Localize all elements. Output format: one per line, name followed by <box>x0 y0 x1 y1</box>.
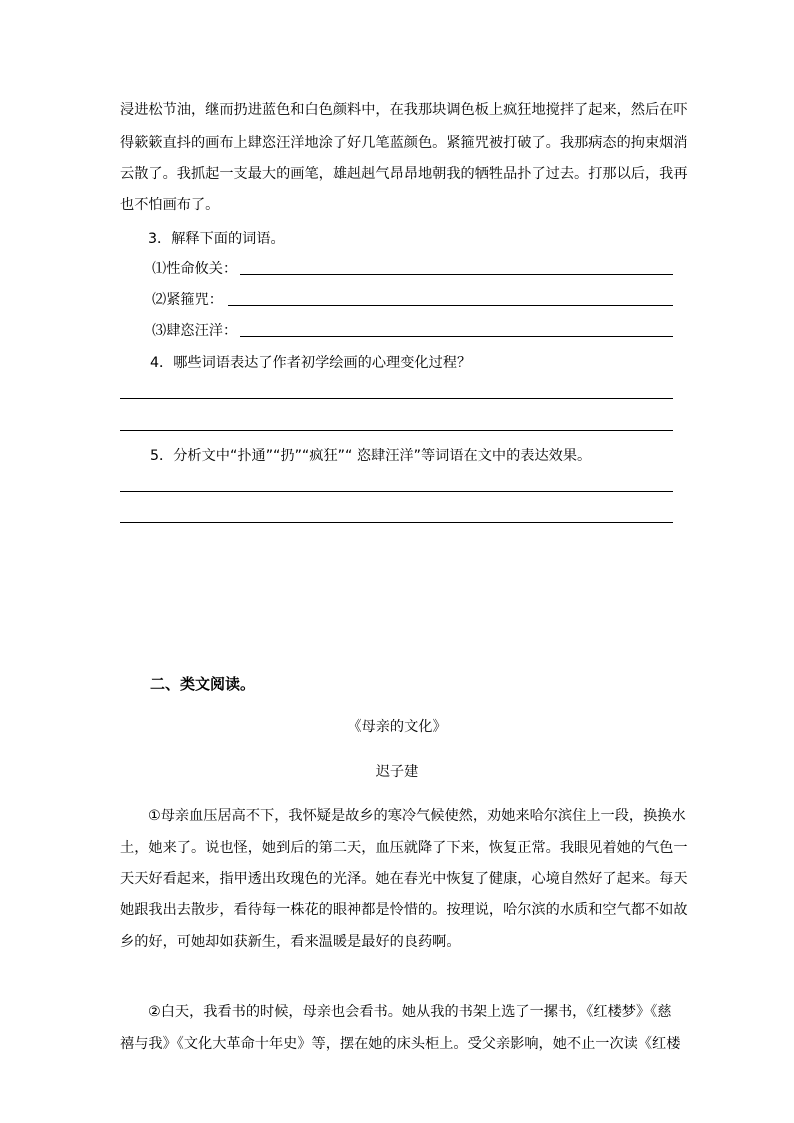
article-title: 《母亲的文化》 <box>347 719 447 735</box>
question-4-answer-line-2[interactable] <box>120 430 673 431</box>
paragraph-2-line-2: 禧与我》《文化大革命十年史》等，摆在她的床头柜上。受父亲影响，她不止一次读《红楼 <box>120 1036 681 1052</box>
question-3-item-2-answer-line[interactable] <box>228 305 673 306</box>
question-3-item-1-label: ⑴性命攸关： <box>152 261 238 277</box>
passage-line-2: 得簌簌直抖的画布上肆恣汪洋地涂了好几笔蓝颜色。紧箍咒被打破了。我那病态的拘束烟消 <box>120 135 688 151</box>
paragraph-1-line-3: 天天好看起来，指甲透出玫瑰色的光泽。她在春光中恢复了健康，心境自然好了起来。每天 <box>120 871 688 887</box>
paragraph-1-line-1: ①母亲血压居高不下，我怀疑是故乡的寒冷气候使然，劝她来哈尔滨住上一段，换换水 <box>148 808 686 824</box>
question-3-item-3-answer-line[interactable] <box>240 336 673 337</box>
section-2-heading: 二、类文阅读。 <box>150 675 256 693</box>
question-4-answer-line-1[interactable] <box>120 398 673 399</box>
passage-line-4: 也不怕画布了。 <box>120 197 220 213</box>
passage-line-1: 浸进松节油，继而扔进蓝色和白色颜料中，在我那块调色板上疯狂地搅拌了起来，然后在吓 <box>120 102 688 118</box>
question-4-prompt: 4．哪些词语表达了作者初学绘画的心理变化过程？ <box>150 355 472 371</box>
question-3-prompt: 3．解释下面的词语。 <box>148 231 285 247</box>
paragraph-1-line-5: 乡的好，可她却如获新生，看来温暖是最好的良药啊。 <box>120 934 461 950</box>
question-3-item-1-answer-line[interactable] <box>240 274 673 275</box>
article-author: 迟子建 <box>375 764 419 780</box>
question-3-item-2-label: ⑵紧箍咒： <box>152 292 223 308</box>
question-3-item-3-label: ⑶肆恣汪洋： <box>152 323 238 339</box>
question-5-answer-line-2[interactable] <box>120 522 673 523</box>
question-5-prompt: 5．分析文中“扑通”“扔”“疯狂”“ 恣肆汪洋”等词语在文中的表达效果。 <box>150 448 592 464</box>
paragraph-1-line-2: 土，她来了。说也怪，她到后的第二天，血压就降了下来，恢复正常。我眼见着她的气色一 <box>120 840 688 856</box>
passage-line-3: 云散了。我抓起一支最大的画笔，雄赳赳气昂昂地朝我的牺牲品扑了过去。打那以后，我再 <box>120 166 688 182</box>
question-5-answer-line-1[interactable] <box>120 491 673 492</box>
paragraph-2-line-1: ②白天，我看书的时候，母亲也会看书。她从我的书架上选了一摞书，《红楼梦》《慈 <box>148 1004 672 1020</box>
paragraph-1-line-4: 她跟我出去散步，看待每一株花的眼神都是怜惜的。按理说，哈尔滨的水质和空气都不如故 <box>120 902 688 918</box>
